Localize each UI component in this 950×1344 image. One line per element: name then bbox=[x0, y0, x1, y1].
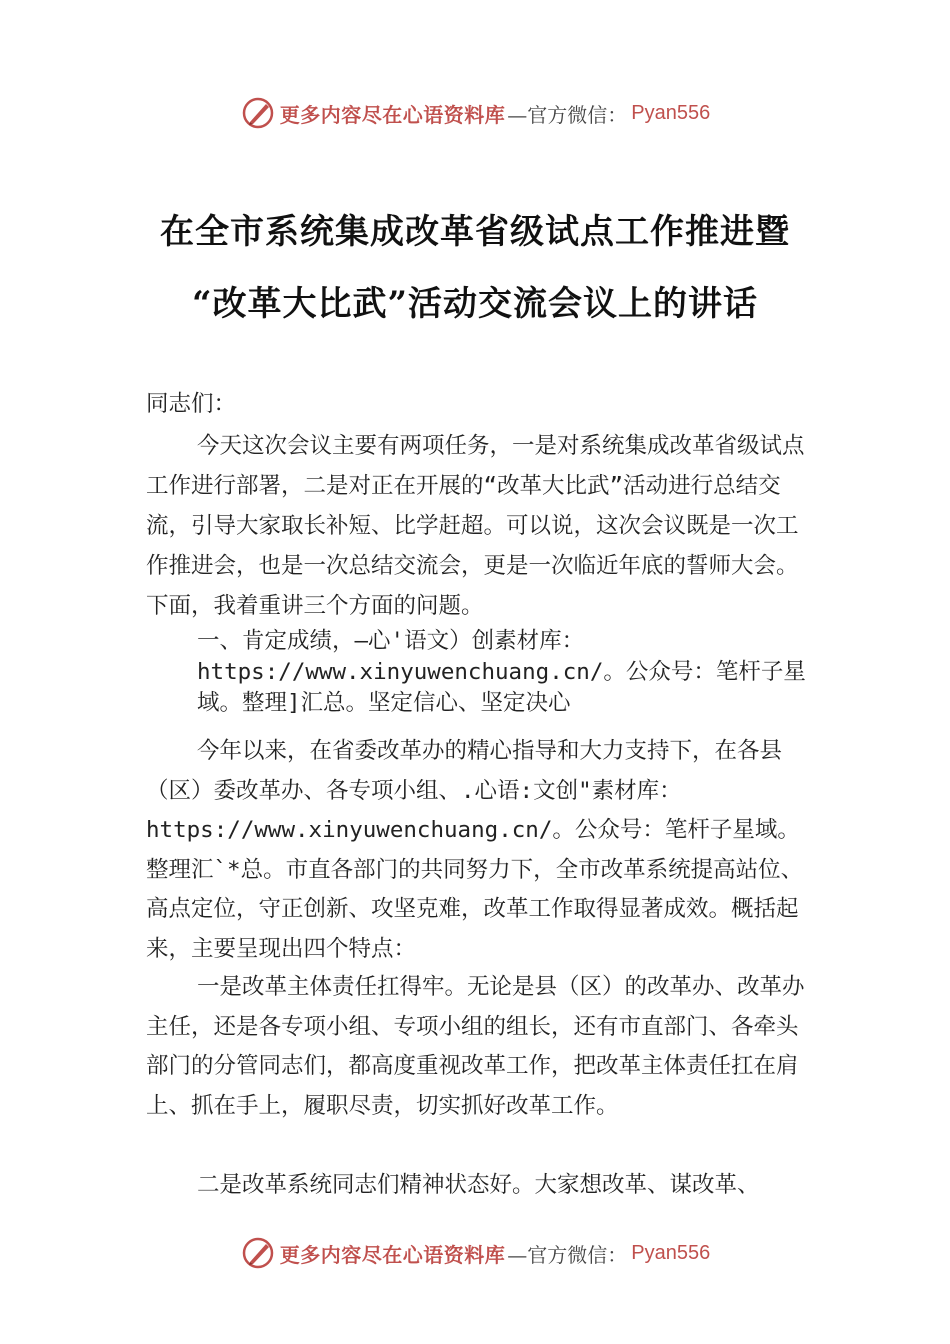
header-watermark bbox=[0, 93, 950, 133]
document-title-line-1: 在全市系统集成改革省级试点工作推进暨 bbox=[160, 212, 790, 252]
watermark-text: 更多内容尽在心语资料库 bbox=[279, 102, 506, 127]
paragraph-point-1: 一是改革主体责任扛得牢。无论是县（区）的改革办、改革办主任，还是各专项小组、专项小组的组长，还有市直部门、各牵头部门的分管同志们，都高度重视改革工作，把改革主体责任扛在肩上、抓在手上，履职尽责，切实抓好改革工作。 bbox=[146, 974, 805, 1119]
section-heading-1: 一、肯定成绩，—心'语文）创素材库：https://www.xinyuwenchuang.cn/。公众号：笔杆子星域。整理]汇总。坚定信心、坚定决心 bbox=[197, 628, 806, 716]
footer-watermark bbox=[0, 1233, 950, 1273]
watermark-text: 更多内容尽在心语资料库 bbox=[279, 1242, 506, 1267]
quill-logo-icon bbox=[240, 95, 276, 131]
watermark-wechat-id: Pyan556 bbox=[631, 1241, 711, 1264]
salutation: 同志们： bbox=[146, 391, 237, 417]
paragraph-intro: 今天这次会议主要有两项任务，一是对系统集成改革省级试点工作进行部署，二是对正在开展的“改革大比武”活动进行总结交流，引导大家取长补短、比学赶超。可以说，这次会议既是一次工作推进会，也是一次总结交流会，更是一次临近年底的誓师大会。下面，我着重讲三个方面的问题。 bbox=[146, 433, 805, 619]
document-title-line-2: “改革大比武”活动交流会议上的讲话 bbox=[191, 284, 759, 324]
watermark-wechat-id: Pyan556 bbox=[631, 101, 711, 124]
watermark-official: —官方微信： bbox=[507, 1242, 628, 1267]
paragraph-achievements: 今年以来，在省委改革办的精心指导和大力支持下，在各县（区）委改革办、各专项小组、.心语:文创"素材库：https://www.xinyuwenchuang.cn/。公众号：笔杆子星域。整理汇`*总。市直各部门的共同努力下，全市改革系统提高站位、高点定位，守正创新、攻坚克难，改革工作取得显著成效。概括起来，主要呈现出四个特点： bbox=[146, 738, 804, 962]
watermark-official: —官方微信： bbox=[507, 102, 628, 127]
paragraph-point-2: 二是改革系统同志们精神状态好。大家想改革、谋改革、 bbox=[197, 1172, 760, 1198]
quill-logo-icon bbox=[240, 1235, 276, 1271]
